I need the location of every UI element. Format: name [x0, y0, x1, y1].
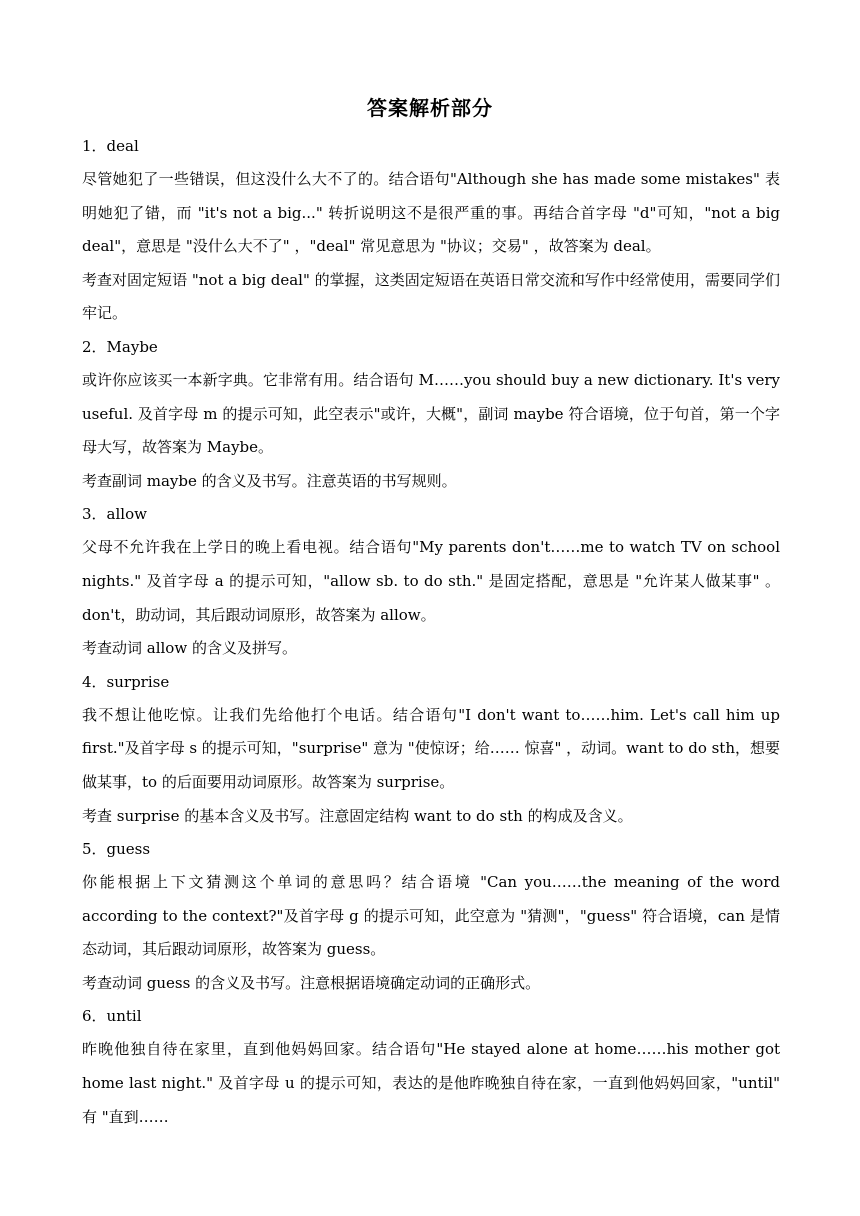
- item-explanation: 或许你应该买一本新字典。它非常有用。结合语句 M……you should buy a new dictionary. It's very useful. 及首字母 m 的提示可知，此空表示"或许，大概"，副词 maybe 符合语境，位于句首，第一个字母大写，故答案为 Maybe。: [82, 370, 780, 457]
- item-number-answer: 3．allow: [82, 505, 147, 524]
- item-number-answer: 1．deal: [82, 137, 139, 155]
- item-number-answer: 6．until: [82, 1007, 142, 1026]
- answer-item-3: [82, 498, 780, 665]
- item-number-answer: 2．Maybe: [82, 337, 158, 356]
- item-explanation: 我不想让他吃惊。让我们先给他打个电话。结合语句"I don't want to……him. Let's call him up first."及首字母 s 的提示可知，"surprise" 意为 "使惊讶；给…… 惊喜" ，动词。want to do sth，想要做某事，to 的后面要用动词原形。故答案为 surprise。: [82, 705, 781, 791]
- answer-item-1: [82, 130, 780, 331]
- item-explanation: 你能根据上下文猜测这个单词的意思吗？结合语境 "Can you……the meaning of the word according to the context?"及首字母 g 的提示可知，此空意为 "猜测"，"guess" 符合语境，can 是情态动词，其后跟动词原形，故答案为 guess。: [82, 873, 780, 959]
- item-explanation: 父母不允许我在上学日的晚上看电视。结合语句"My parents don't……me to watch TV on school nights." 及首字母 a 的提示可知，"allow sb. to do sth." 是固定搭配，意思是 "允许某人做某事" 。don't，助动词，其后跟动词原形，故答案为 allow。: [82, 538, 780, 624]
- answer-item-6: [82, 1000, 780, 1134]
- page-title: 答案解析部分: [367, 96, 493, 120]
- item-note: 考查 surprise 的基本含义及书写。注意固定结构 want to do sth 的构成及含义。: [82, 806, 633, 825]
- item-number-answer: 4．surprise: [82, 672, 170, 691]
- answer-list: [82, 130, 780, 1134]
- item-note: 考查对固定短语 "not a big deal" 的掌握，这类固定短语在英语日常交流和写作中经常使用，需要同学们牢记。: [82, 270, 780, 323]
- item-note: 考查动词 guess 的含义及书写。注意根据语境确定动词的正确形式。: [82, 973, 541, 992]
- item-number-answer: 5．guess: [82, 840, 151, 859]
- item-explanation: 尽管她犯了一些错误，但这没什么大不了的。结合语句"Although she has made some mistakes" 表明她犯了错，而 "it's not a big..." 转折说明这不是很严重的事。再结合首字母 "d"可知，"not a big deal"，意思是 "没什么大不了" ，"deal" 常见意思为 "协议；交易" ，故答案为 deal。: [82, 170, 780, 256]
- answer-item-5: [82, 833, 780, 1000]
- answer-item-2: [82, 331, 780, 498]
- item-explanation: 昨晚他独自待在家里，直到他妈妈回家。结合语句"He stayed alone at home……his mother got home last night." 及首字母 u 的提示可知，表达的是他昨晚独自待在家，一直到他妈妈回家，"until" 有 "直到……: [82, 1040, 780, 1126]
- answer-item-4: [82, 666, 780, 833]
- item-note: 考查副词 maybe 的含义及书写。注意英语的书写规则。: [82, 471, 457, 490]
- item-note: 考查动词 allow 的含义及拼写。: [82, 639, 297, 658]
